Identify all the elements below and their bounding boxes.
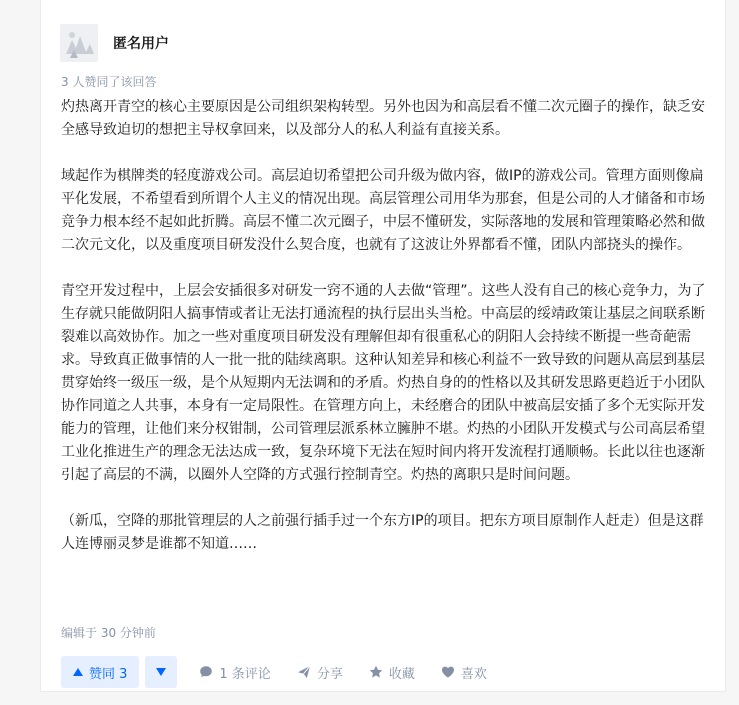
- answer-paragraph: 域起作为棋牌类的轻度游戏公司。高层迫切希望把公司升级为做内容，做IP的游戏公司。管理方面则像扁平化发展，不希望看到所谓个人主义的情况出现。高层管理公司用华为那套，但是公司的人才储备和市场竞争力根本经不起如此折腾。高层不懂二次元圈子，中层不懂研发，实际落地的发展和管理策略必然和做二次元文化，以及重度项目研发没什么契合度，也就有了这波让外界都看不懂，团队内部挠头的操作。: [61, 168, 705, 253]
- heart-icon: [441, 665, 455, 679]
- comment-label: 1 条评论: [219, 666, 271, 682]
- anonymous-avatar-icon: [60, 24, 98, 62]
- upvote-triangle-icon: [73, 668, 83, 676]
- share-icon: [297, 665, 311, 679]
- favorite-button[interactable]: [369, 656, 415, 688]
- answer-paragraph: 青空开发过程中，上层会安插很多对研发一窍不通的人去做“管理”。这些人没有自己的核心竞争力，为了生存就只能做阴阳人搞事情或者让无法打通流程的执行层出头当枪。中高层的绥靖政策让基层之间联系断裂难以高效协作。加之一些对重度项目研发没有理解但却有很重私心的阴阳人会持续不断提一些奇葩需求。导致真正做事情的人一批一批的陆续离职。这种认知差异和核心利益不一致导致的问题从高层到基层贯穿始终一级压一级，是个从短期内无法调和的矛盾。灼热自身的的性格以及其研发思路更趋近于小团队协作同道之人共事，本身有一定局限性。在管理方向上，未经磨合的团队中被高层安插了多个无实际开发能力的管理，让他们来分权钳制，公司管理层派系林立臃肿不堪。灼热的小团队开发模式与公司高层希望工业化推进生产的理念无法达成一致，复杂环境下无法在短时间内将开发流程打通顺畅。长此以往也逐渐引起了高层的不满，以圈外人空降的方式强行控制青空。灼热的离职只是时间问题。: [61, 283, 706, 483]
- downvote-triangle-icon: [156, 668, 166, 676]
- upvote-button[interactable]: [61, 656, 139, 688]
- edited-time[interactable]: 编辑于 30 分钟前: [61, 626, 156, 640]
- comment-icon: [199, 665, 213, 679]
- share-label: 分享: [316, 666, 343, 682]
- downvote-button[interactable]: [145, 656, 177, 688]
- action-bar: [61, 656, 487, 688]
- star-icon: [369, 665, 383, 679]
- upvote-label: 赞同 3: [89, 666, 128, 682]
- share-button[interactable]: [297, 656, 343, 688]
- answer-paragraph: （新瓜，空降的那批管理层的人之前强行插手过一个东方IP的项目。把东方项目原制作人赶走）但是这群人连博丽灵梦是谁都不知道……: [61, 513, 704, 552]
- avatar[interactable]: [60, 24, 98, 62]
- favorite-label: 收藏: [388, 666, 415, 682]
- like-label: 喜欢: [460, 666, 487, 682]
- answer-content: [61, 96, 709, 556]
- answer-paragraph: 灼热离开青空的核心主要原因是公司组织架构转型。另外也因为和高层看不懂二次元圈子的操作，缺乏安全感导致迫切的想把主导权拿回来，以及部分人的私人利益有直接关系。: [61, 99, 705, 138]
- author-name[interactable]: 匿名用户: [113, 36, 169, 52]
- comment-button[interactable]: [199, 656, 270, 688]
- author-info: [60, 24, 169, 62]
- answer-card: [40, 0, 726, 692]
- voters-count[interactable]: 3 人赞同了该回答: [61, 75, 157, 89]
- like-button[interactable]: [441, 656, 487, 688]
